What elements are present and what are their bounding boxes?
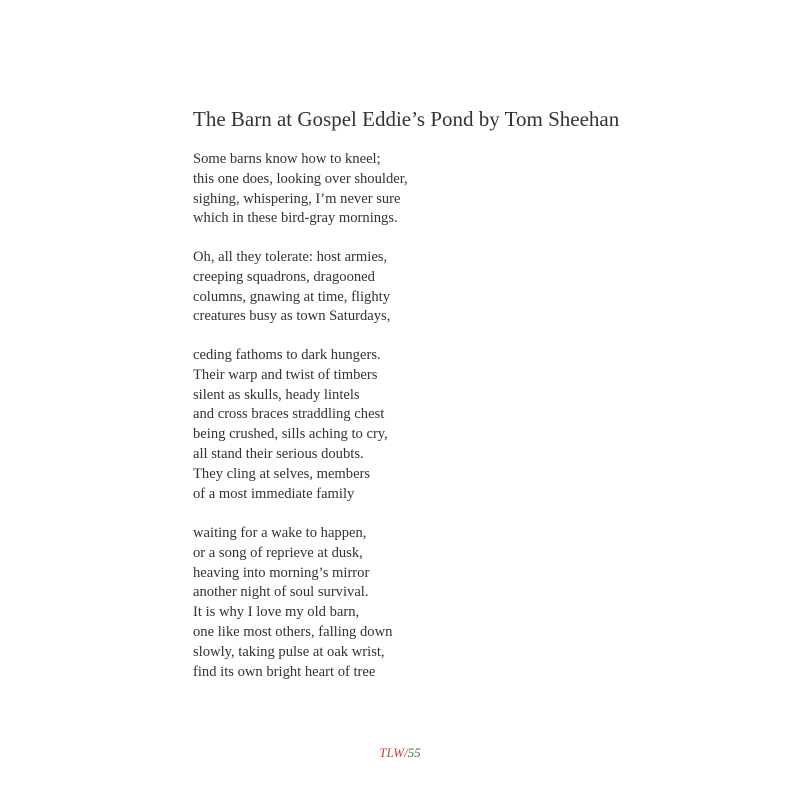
publication-mark: TLW [379,745,405,760]
poem-line: sighing, whispering, I’m never sure [193,190,401,207]
poem-line: which in these bird-gray mornings. [193,210,398,227]
poem-line: being crushed, sills aching to cry, [193,426,388,443]
poem-line: slowly, taking pulse at oak wrist, [193,643,385,660]
poem-line: another night of soul survival. [193,584,369,601]
poem-line: and cross braces straddling chest [193,406,385,423]
poem-line: They cling at selves, members [193,465,371,482]
stanza-3 [193,346,388,504]
stanza-4 [193,524,392,682]
footer-separator: / [404,745,408,760]
poem-line: Oh, all they tolerate: host armies, [193,249,388,265]
poem-line: ceding fathoms to dark hungers. [193,347,381,363]
page-number: 55 [407,745,421,760]
poem-line: waiting for a wake to happen, [193,525,367,541]
poem-line: one like most others, falling down [193,623,393,640]
poem-line: columns, gnawing at time, flighty [193,288,390,305]
poem-line: It is why I love my old barn, [193,604,360,621]
poem-line: find its own bright heart of tree [193,663,376,680]
page-footer [0,745,800,761]
stanza-1 [193,150,408,229]
poem-line: this one does, looking over shoulder, [193,170,408,187]
poem-line: of a most immediate family [193,485,355,502]
stanza-2 [193,248,390,327]
poem-line: creeping squadrons, dragooned [193,268,375,285]
poem-title: The Barn at Gospel Eddie’s Pond by Tom Sheehan [193,107,620,131]
poem-line: heaving into morning’s mirror [193,564,370,581]
poem-line: or a song of reprieve at dusk, [193,544,363,561]
poem-line: Some barns know how to kneel; [193,151,381,167]
poem-line: creatures busy as town Saturdays, [193,308,391,325]
poem-line: silent as skulls, heady lintels [193,386,360,403]
poem-line: Their warp and twist of timbers [193,366,378,383]
poem-line: all stand their serious doubts. [193,445,364,462]
